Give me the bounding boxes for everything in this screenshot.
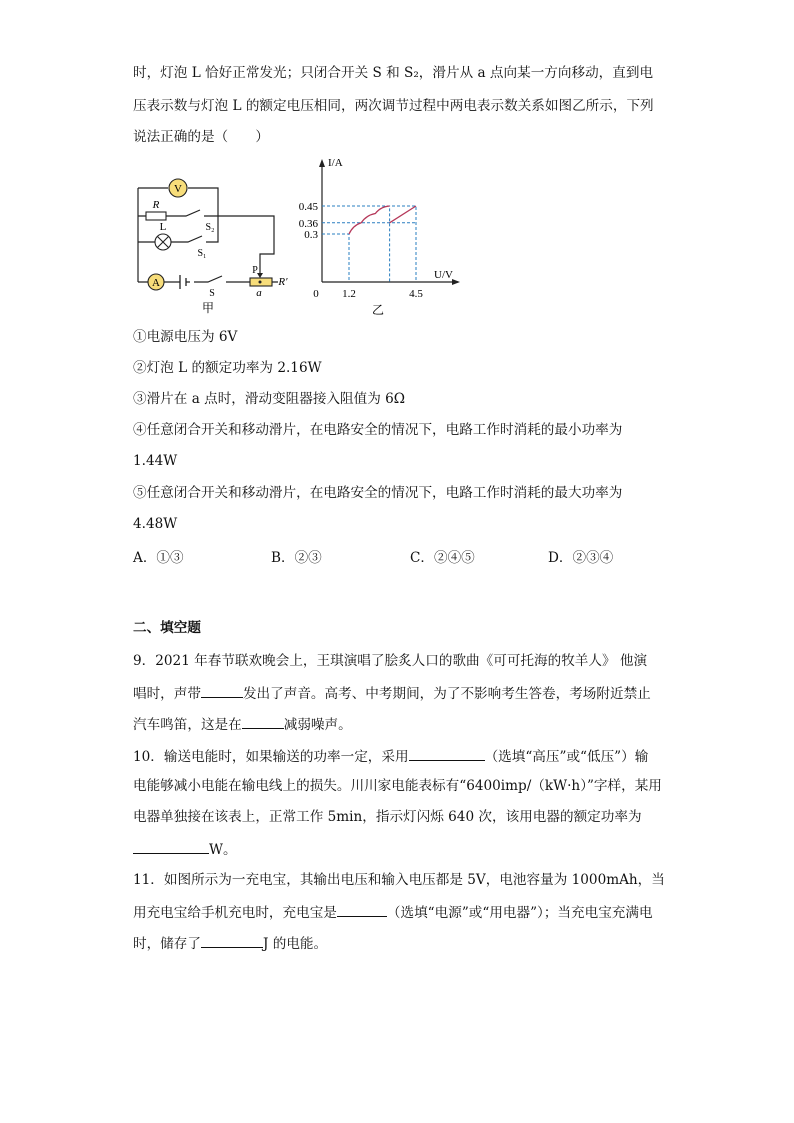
q10-text: （选填“高压”或“低压”）输 [484, 749, 649, 765]
q9-text: 减弱噪声。 [283, 717, 352, 733]
guide-line [322, 206, 416, 282]
q9-line-2 [133, 683, 651, 703]
series-curve-2 [390, 206, 416, 223]
resistor-symbol [146, 212, 166, 220]
q10-text: 10．输送电能时，如果输送的功率一定，采用 [133, 749, 409, 765]
series-curve-1 [349, 206, 390, 234]
guide-line [322, 234, 349, 282]
x-tick-label: 0 [313, 288, 319, 300]
q8-stem-line-1: 时，灯泡 L 恰好正常发光；只闭合开关 S 和 S₂，滑片从 a 点向某一方向移动，直到电 [133, 65, 654, 81]
q10-blank-2[interactable] [133, 839, 209, 854]
y-tick-label: 0.45 [298, 201, 318, 213]
q11-text: （选填“电源”或“用电器”）；当充电宝充满电 [386, 905, 653, 921]
q9-text: 发出了声音。高考、中考期间，为了不影响考生答卷，考场附近禁止 [242, 686, 651, 702]
x-tick-label: 4.5 [409, 288, 423, 300]
statement-3: ③滑片在 a 点时，滑动变阻器接入阻值为 6Ω [133, 391, 406, 407]
q9-text: 汽车鸣笛，这是在 [133, 717, 242, 733]
q9-text: 唱时，声带 [133, 686, 201, 702]
q10-line-1 [133, 746, 648, 766]
y-tick-label: 0.3 [304, 229, 318, 241]
statement-5: ⑤任意闭合开关和移动滑片，在电路安全的情况下，电路工作时消耗的最大功率为 [133, 485, 623, 501]
lamp-label: L [159, 221, 167, 233]
switch-s1-label: S₁ [197, 248, 207, 259]
option-c[interactable]: C．②④⑤ [410, 550, 475, 566]
x-axis-arrow [452, 279, 460, 285]
switch-s2-label: S₂ [205, 222, 215, 233]
statement-2: ②灯泡 L 的额定功率为 2.16W [133, 360, 322, 376]
y-axis-arrow [319, 159, 325, 167]
q11-line-1: 11．如图所示为一充电宝，其输出电压和输入电压都是 5V，电池容量为 1000mAh，当 [133, 872, 665, 888]
q8-stem-line-2: 压表示数与灯泡 L 的额定电压相同，两次调节过程中两电表示数关系如图乙所示，下列 [133, 98, 654, 114]
q11-text: J 的电能。 [262, 936, 328, 952]
statement-4: ④任意闭合开关和移动滑片，在电路安全的情况下，电路工作时消耗的最小功率为 [133, 422, 623, 438]
q9-blank-2[interactable] [242, 714, 284, 729]
q10-blank-1[interactable] [409, 746, 485, 761]
guide-line [322, 206, 390, 282]
option-d[interactable]: D．②③④ [548, 550, 614, 566]
q10-line-4 [133, 839, 237, 859]
q11-line-3 [133, 933, 327, 953]
battery-symbol [180, 275, 186, 289]
section-heading: 二、填空题 [133, 620, 201, 636]
circuit-diagram [128, 172, 298, 318]
statement-1: ①电源电压为 6V [133, 329, 238, 345]
q11-blank-1[interactable] [337, 902, 387, 917]
q11-text: 时，储存了 [133, 936, 201, 952]
slider-label: P [252, 265, 258, 276]
option-b[interactable]: B．②③ [271, 550, 322, 566]
y-tick-label: 0.36 [298, 217, 318, 230]
q8-stem-line-3: 说法正确的是（ ） [133, 129, 269, 145]
q9-blank-1[interactable] [201, 683, 243, 698]
point-a-label: a [256, 287, 262, 299]
circuit-caption: 甲 [201, 301, 215, 315]
q9-line-1: 9．2021 年春节联欢晚会上，王琪演唱了脍炙人口的歌曲《可可托海的牧羊人》 他演 [133, 653, 648, 669]
ammeter-label: A [152, 277, 160, 289]
iu-graph [292, 152, 468, 318]
q11-blank-2[interactable] [201, 933, 263, 948]
x-tick-label: 1.2 [342, 288, 356, 300]
q11-text: 用充电宝给手机充电时，充电宝是 [133, 905, 337, 921]
graph-caption: 乙 [371, 303, 385, 317]
statement-4-cont: 1.44W [133, 453, 178, 469]
q10-line-2: 电能够减小电能在输电线上的损失。川川家电能表标有“6400imp/（kW·h）”字样，某用 [133, 778, 662, 794]
q9-line-3 [133, 714, 352, 734]
option-a[interactable]: A．①③ [133, 550, 184, 566]
switch-s-label: S [209, 288, 215, 299]
x-axis-label: U/V [434, 269, 453, 281]
y-axis-label: I/A [328, 157, 343, 169]
resistor-label: R [152, 199, 160, 211]
voltmeter-label: V [174, 183, 182, 195]
rheostat-label: R′ [278, 276, 288, 288]
q10-text: W。 [209, 842, 237, 858]
q10-line-3: 电器单独接在该表上，正常工作 5min，指示灯闪烁 640 次，该用电器的额定功率为 [133, 809, 642, 825]
q11-line-2 [133, 902, 653, 922]
statement-5-cont: 4.48W [133, 516, 178, 532]
